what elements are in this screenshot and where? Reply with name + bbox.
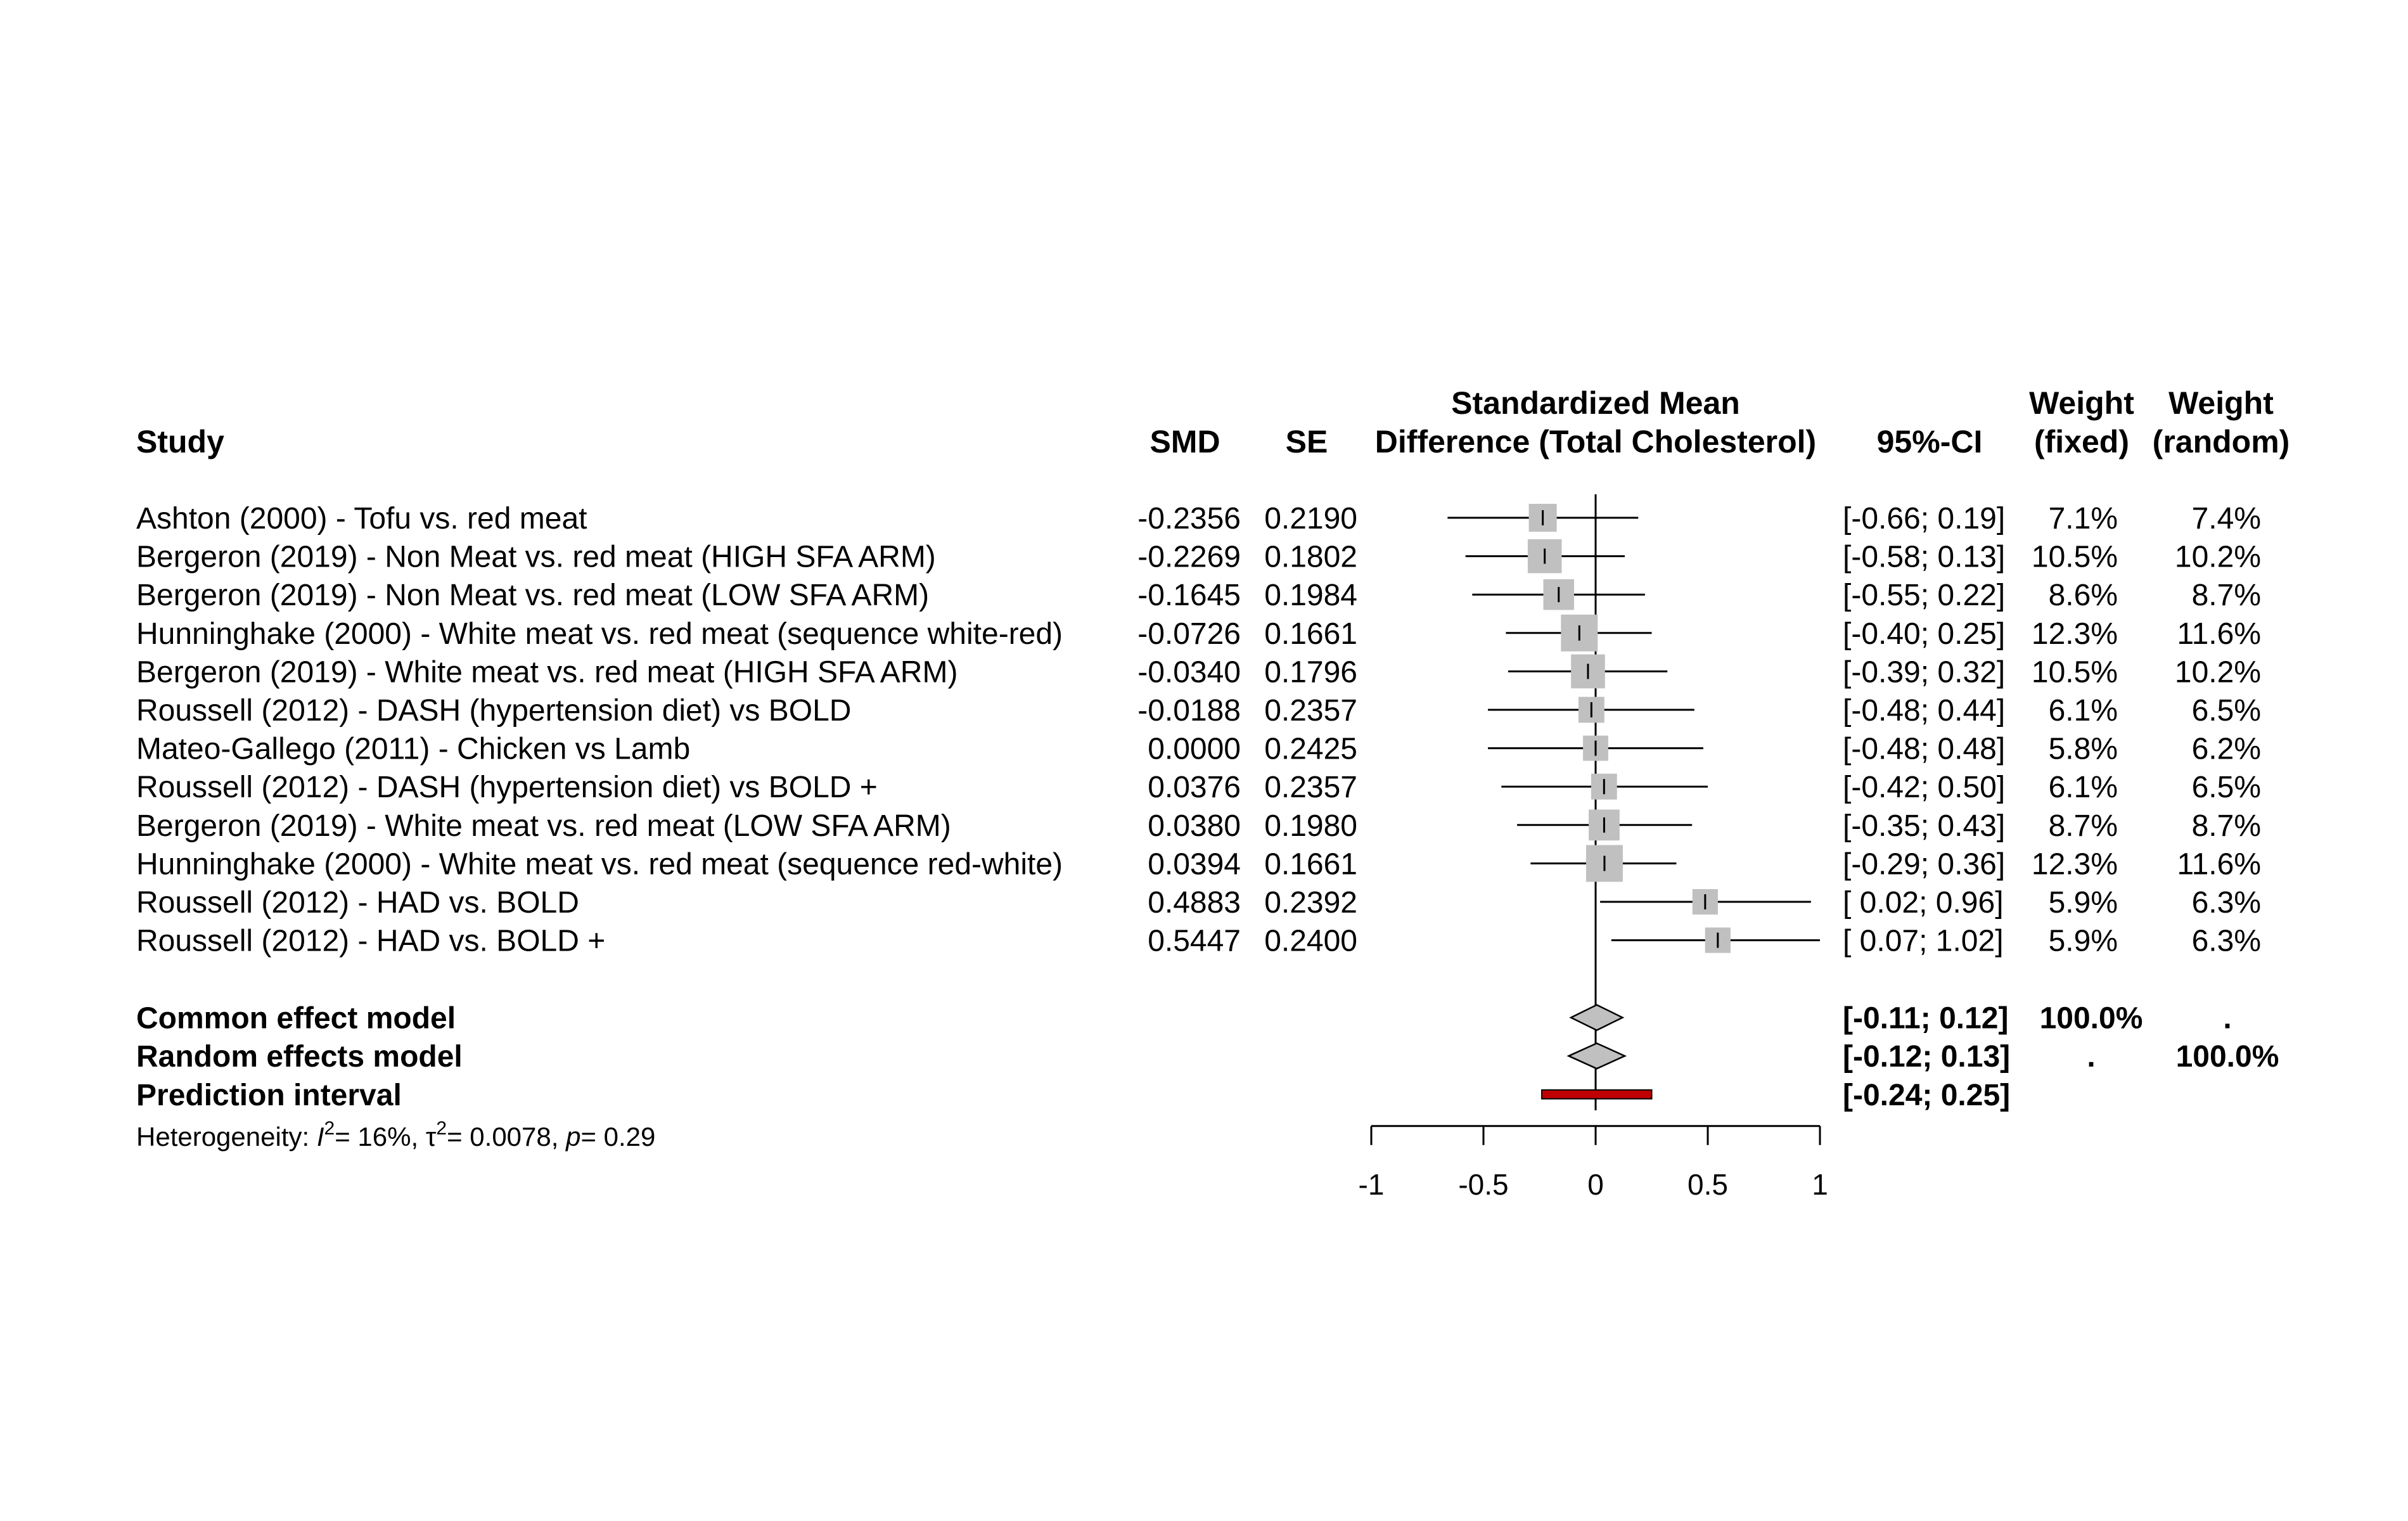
summary-ci-text: [-0.11; 0.12]: [1843, 1001, 2009, 1036]
study-row: [136, 579, 2261, 612]
summary-row: [136, 1040, 2279, 1074]
het-i2-value: = 16%,: [335, 1122, 426, 1152]
study-label: Mateo-Gallego (2011) - Chicken vs Lamb: [136, 732, 691, 766]
study-row: [136, 809, 2261, 843]
axis-tick-label: -0.5: [1458, 1167, 1509, 1201]
weight-random: 6.2%: [2191, 732, 2261, 766]
se-value: 0.2425: [1264, 732, 1357, 766]
smd-value: 0.0000: [1148, 732, 1241, 766]
weight-fixed: 5.8%: [2048, 732, 2118, 766]
prediction-row: [136, 1079, 2010, 1112]
summary-ci-text: [-0.12; 0.13]: [1843, 1040, 2011, 1074]
summary-rows: [136, 1002, 2279, 1112]
header-weight-random-line1: Weight: [2168, 385, 2274, 421]
weight-fixed: 6.1%: [2048, 771, 2118, 805]
summary-weight-fixed: .: [2087, 1040, 2096, 1074]
smd-value: -0.2269: [1137, 540, 1241, 574]
study-row: [136, 845, 2261, 882]
se-value: 0.2357: [1264, 771, 1357, 805]
het-i2-symbol: I: [316, 1122, 324, 1152]
ci-text: [-0.48; 0.48]: [1843, 732, 2006, 766]
het-p-symbol: p: [566, 1122, 581, 1152]
study-label: Ashton (2000) - Tofu vs. red meat: [136, 502, 587, 536]
weight-fixed: 12.3%: [2031, 847, 2118, 882]
summary-weight-random: 100.0%: [2175, 1040, 2279, 1074]
header-weight-random-line2: (random): [2152, 424, 2290, 459]
summary-row: [136, 1002, 2232, 1036]
x-axis: [1359, 1126, 1828, 1201]
weight-random: 8.7%: [2191, 809, 2261, 843]
ci-text: [-0.35; 0.43]: [1843, 809, 2006, 843]
weight-random: 11.6%: [2177, 617, 2261, 651]
se-value: 0.1980: [1264, 809, 1357, 843]
ci-text: [-0.48; 0.44]: [1843, 694, 2006, 728]
weight-fixed: 5.9%: [2048, 886, 2118, 920]
heterogeneity-text: Heterogeneity: $I^2= 16\%$, $\tau^2= 0.0078$, p= 0.29: [136, 1118, 656, 1152]
axis-label-line1: Standardized Mean: [1451, 385, 1740, 421]
header-smd: SMD: [1150, 424, 1220, 459]
study-row: [136, 925, 2261, 958]
prediction-ci-text: [-0.24; 0.25]: [1843, 1078, 2011, 1112]
header-study: Study: [136, 424, 224, 459]
ci-text: [-0.39; 0.32]: [1843, 655, 2006, 690]
het-tau2-value: = 0.0078,: [447, 1122, 567, 1152]
ci-text: [-0.55; 0.22]: [1843, 579, 2006, 613]
study-row: [136, 886, 2261, 920]
axis-tick-label: 1: [1812, 1167, 1828, 1201]
axis-label-line2: Difference (Total Cholesterol): [1374, 424, 1817, 459]
summary-weight-random: .: [2223, 1001, 2232, 1036]
weight-random: 6.5%: [2191, 771, 2261, 805]
smd-value: -0.0340: [1137, 655, 1241, 690]
het-tau2-symbol: τ: [425, 1122, 437, 1152]
weight-fixed: 8.6%: [2048, 579, 2118, 613]
smd-value: 0.5447: [1148, 924, 1241, 958]
se-value: 0.1984: [1264, 579, 1357, 613]
summary-weight-fixed: 100.0%: [2039, 1001, 2143, 1036]
smd-value: -0.0726: [1137, 617, 1241, 651]
se-value: 0.1802: [1264, 540, 1357, 574]
weight-random: 6.3%: [2191, 886, 2261, 920]
axis-tick-label: 0.5: [1688, 1167, 1728, 1201]
smd-value: -0.2356: [1137, 502, 1241, 536]
summary-label: Common effect model: [136, 1001, 456, 1036]
summary-diamond: [1569, 1043, 1625, 1069]
study-label: Roussell (2012) - DASH (hypertension diet) vs BOLD +: [136, 771, 878, 805]
study-label: Roussell (2012) - HAD vs. BOLD: [136, 886, 579, 920]
het-p-value: = 0.29: [580, 1122, 656, 1152]
study-label: Bergeron (2019) - Non Meat vs. red meat (LOW SFA ARM): [136, 579, 930, 613]
weight-fixed: 10.5%: [2031, 540, 2118, 574]
ci-text: [ 0.07; 1.02]: [1843, 924, 2004, 958]
header-ci: 95%-CI: [1876, 424, 1983, 459]
ci-text: [-0.42; 0.50]: [1843, 771, 2006, 805]
prediction-bar: [1542, 1090, 1651, 1099]
weight-random: 10.2%: [2174, 540, 2261, 574]
ci-text: [-0.29; 0.36]: [1843, 847, 2006, 882]
ci-text: [-0.58; 0.13]: [1843, 540, 2006, 574]
weight-fixed: 10.5%: [2031, 655, 2118, 690]
header-weight-fixed-line2: (fixed): [2034, 424, 2129, 459]
study-label: Roussell (2012) - HAD vs. BOLD +: [136, 924, 606, 958]
weight-random: 7.4%: [2191, 502, 2261, 536]
weight-random: 8.7%: [2191, 579, 2261, 613]
weight-fixed: 12.3%: [2031, 617, 2118, 651]
study-row: [136, 771, 2261, 804]
weight-fixed: 7.1%: [2048, 502, 2118, 536]
smd-value: -0.1645: [1137, 579, 1241, 613]
study-label: Bergeron (2019) - Non Meat vs. red meat (HIGH SFA ARM): [136, 540, 936, 574]
weight-random: 6.5%: [2191, 694, 2261, 728]
study-label: Hunninghake (2000) - White meat vs. red meat (sequence white-red): [136, 617, 1063, 651]
axis-tick-label: -1: [1358, 1167, 1385, 1201]
smd-value: 0.4883: [1148, 886, 1241, 920]
smd-value: 0.0380: [1148, 809, 1241, 843]
weight-random: 11.6%: [2177, 847, 2261, 882]
summary-label: Random effects model: [136, 1040, 463, 1074]
ci-text: [ 0.02; 0.96]: [1843, 886, 2004, 920]
se-value: 0.1796: [1264, 655, 1357, 690]
se-value: 0.2357: [1264, 694, 1357, 728]
se-value: 0.1661: [1264, 847, 1357, 882]
axis-tick-label: 0: [1587, 1167, 1604, 1201]
se-value: 0.2392: [1264, 886, 1357, 920]
se-value: 0.2190: [1264, 502, 1357, 536]
se-value: 0.1661: [1264, 617, 1357, 651]
weight-random: 10.2%: [2174, 655, 2261, 690]
smd-value: 0.0394: [1148, 847, 1241, 882]
weight-fixed: 5.9%: [2048, 924, 2118, 958]
ci-text: [-0.66; 0.19]: [1843, 502, 2006, 536]
study-label: Bergeron (2019) - White meat vs. red meat (HIGH SFA ARM): [136, 655, 958, 690]
study-row: [136, 694, 2261, 728]
prediction-label: Prediction interval: [136, 1078, 402, 1112]
weight-fixed: 8.7%: [2048, 809, 2118, 843]
weight-fixed: 6.1%: [2048, 694, 2118, 728]
smd-value: 0.0376: [1148, 771, 1241, 805]
ci-text: [-0.40; 0.25]: [1843, 617, 2006, 651]
study-label: Bergeron (2019) - White meat vs. red meat (LOW SFA ARM): [136, 809, 951, 843]
study-label: Roussell (2012) - DASH (hypertension diet) vs BOLD: [136, 694, 852, 728]
header-weight-fixed-line1: Weight: [2029, 385, 2134, 421]
study-row: [136, 655, 2261, 690]
study-label: Hunninghake (2000) - White meat vs. red meat (sequence red-white): [136, 847, 1063, 882]
het-prefix: Heterogeneity:: [136, 1122, 317, 1152]
se-value: 0.2400: [1264, 924, 1357, 958]
smd-value: -0.0188: [1137, 694, 1241, 728]
study-row: [136, 615, 2261, 651]
header-se: SE: [1285, 424, 1328, 459]
column-headers: [136, 385, 2290, 459]
weight-random: 6.3%: [2191, 924, 2261, 958]
study-row: [136, 539, 2261, 574]
study-row: [136, 733, 2261, 766]
summary-diamond: [1571, 1005, 1622, 1030]
study-row: [136, 502, 2261, 536]
